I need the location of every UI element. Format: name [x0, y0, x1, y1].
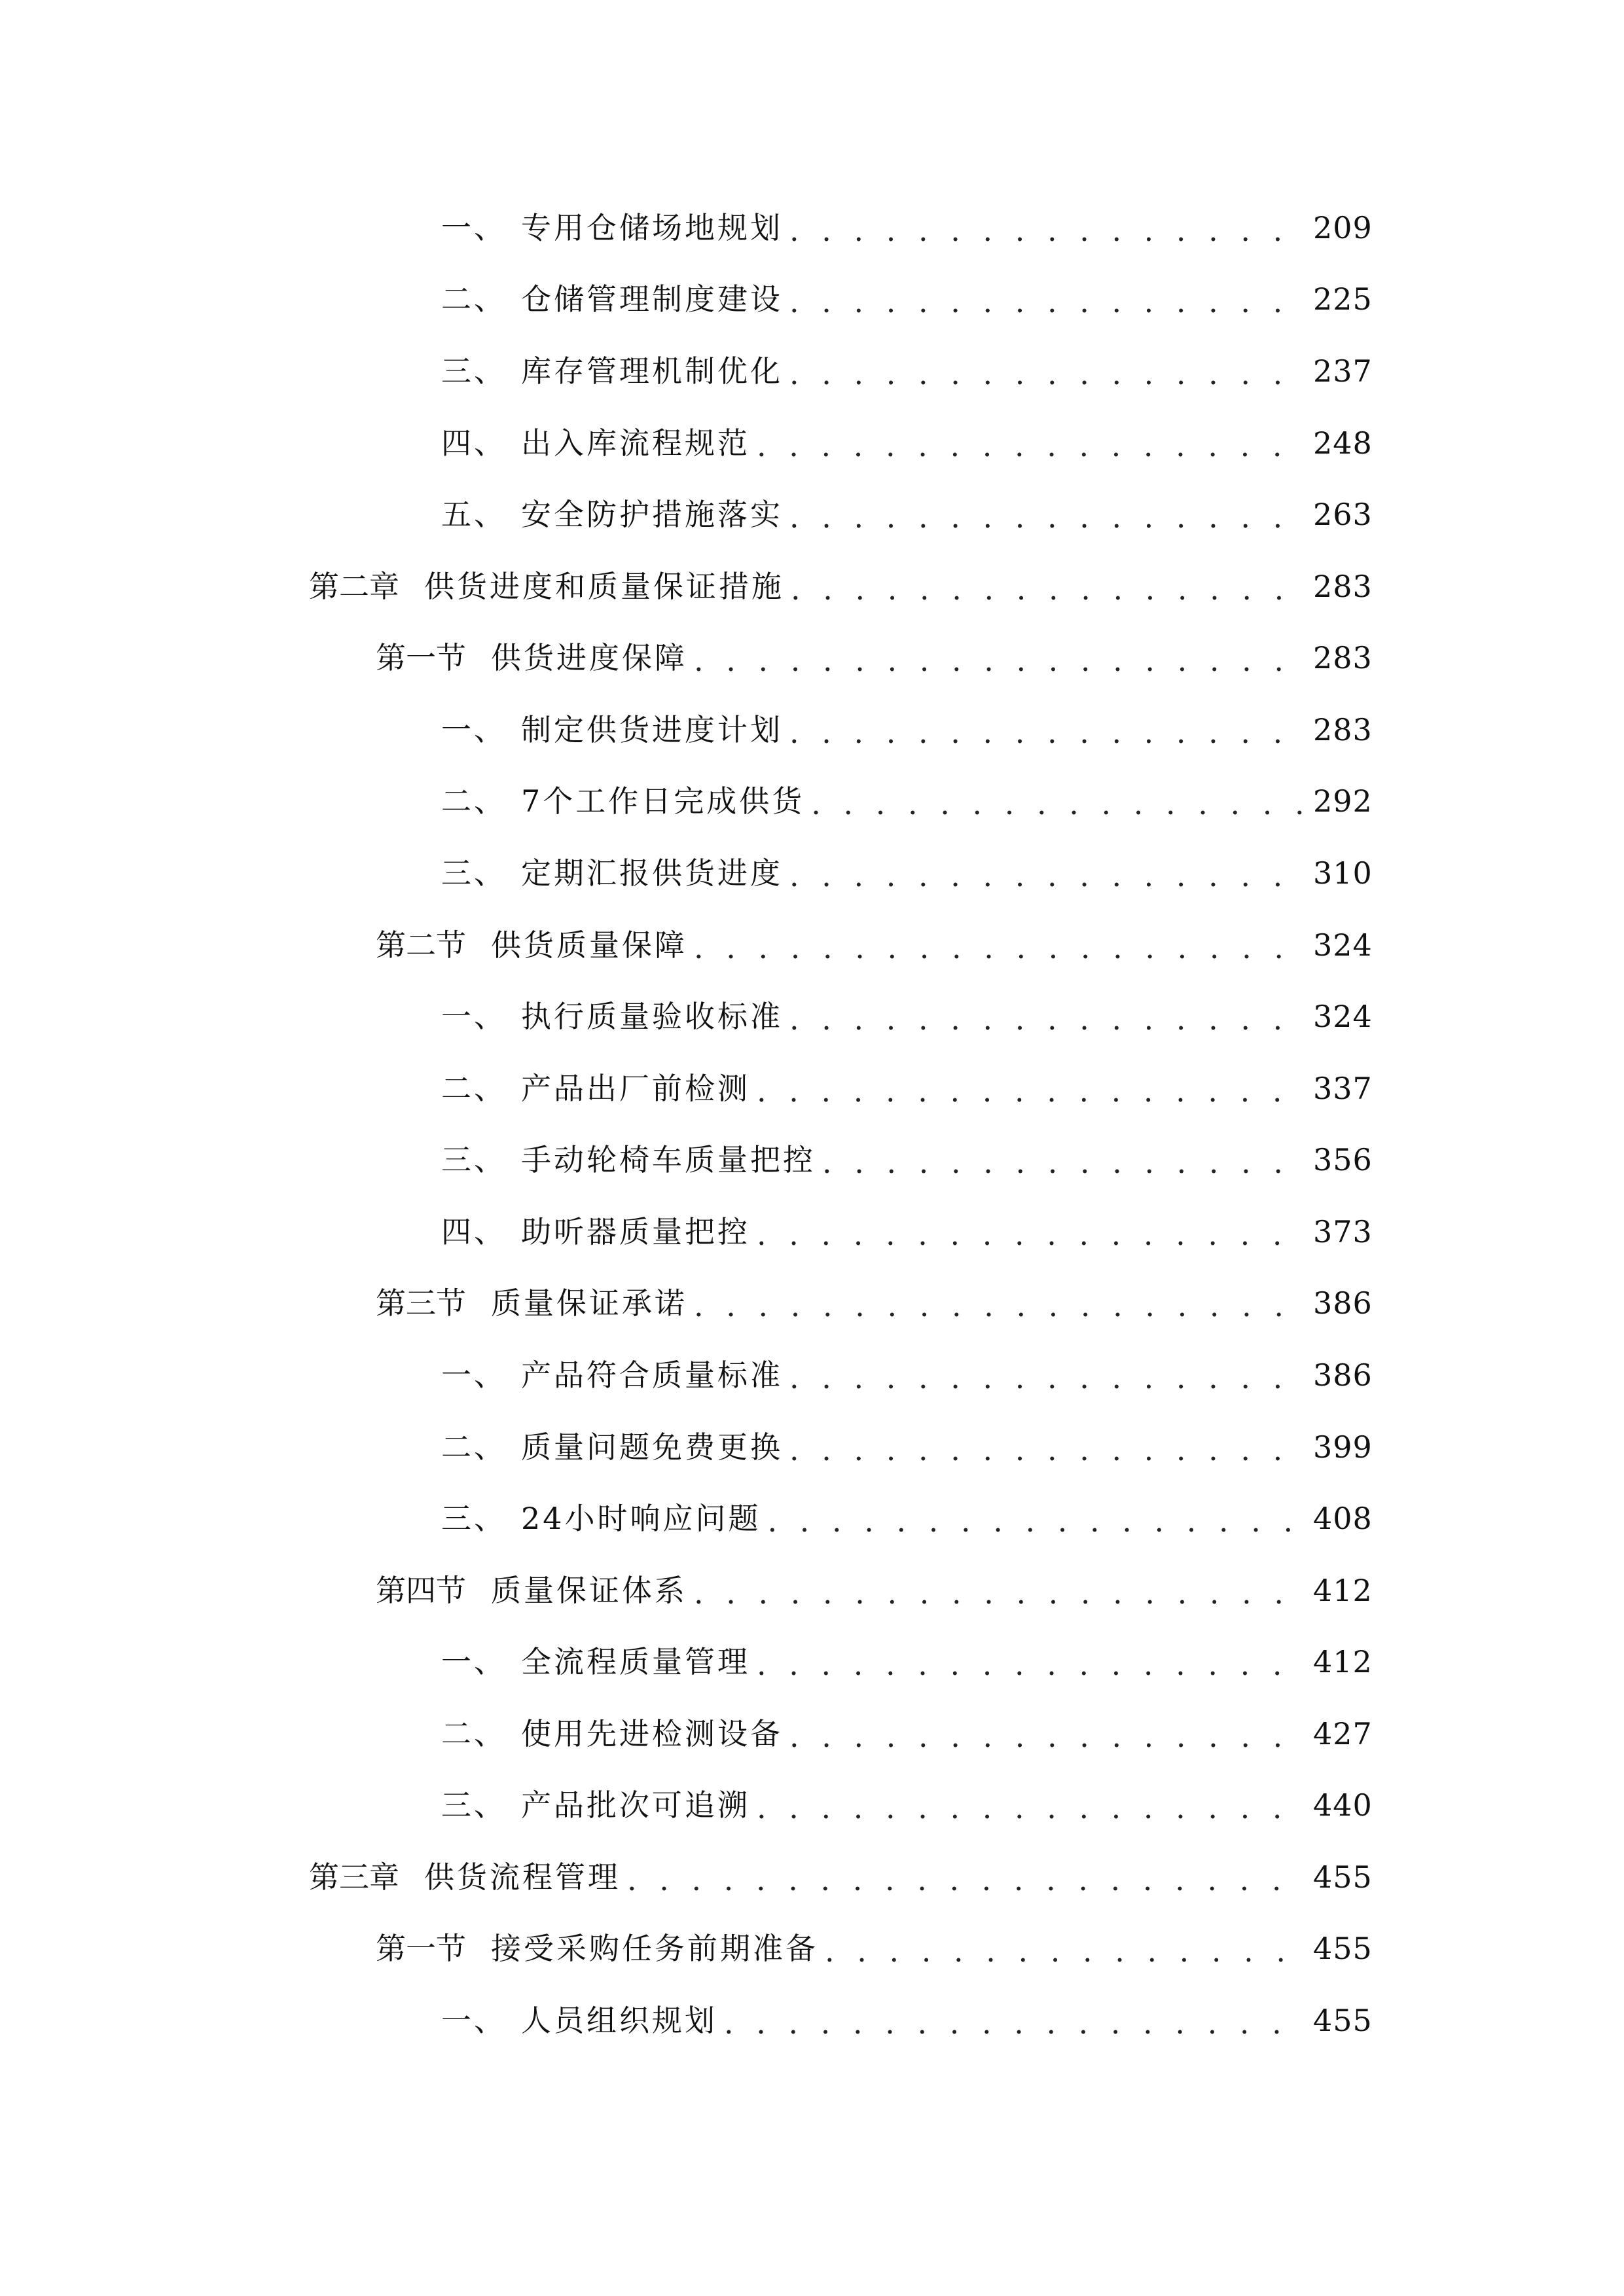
toc-leader-dots — [789, 850, 1304, 902]
toc-entry-title: 助听器质量把控 — [521, 1214, 750, 1249]
toc-entry-number: 二、 — [441, 1071, 507, 1106]
toc-entry-page: 263 — [1313, 497, 1373, 532]
toc-leader-dots — [789, 993, 1304, 1045]
toc-leader-dots — [724, 1997, 1304, 2049]
toc-entry-page: 283 — [1313, 569, 1373, 604]
toc-entry-page: 356 — [1313, 1142, 1373, 1177]
toc-entry-number: 第三章 — [309, 1859, 399, 1895]
toc-leader-dots — [822, 1136, 1304, 1189]
toc-entry-page: 427 — [1313, 1716, 1373, 1751]
toc-entry[interactable] — [441, 1349, 1373, 1401]
toc-leader-dots — [694, 634, 1304, 687]
toc-entry-page: 399 — [1313, 1429, 1373, 1465]
toc-entry-number: 四、 — [441, 1214, 507, 1249]
toc-section-entry[interactable] — [376, 919, 1373, 971]
toc-entry-page: 455 — [1313, 2003, 1373, 2038]
toc-entry-title: 全流程质量管理 — [521, 1644, 750, 1679]
toc-entry-title: 7个工作日完成供货 — [521, 783, 805, 819]
toc-entry-page: 283 — [1313, 640, 1373, 675]
toc-entry-page: 455 — [1313, 1859, 1373, 1895]
toc-leader-dots — [825, 1925, 1304, 1977]
toc-entry-number: 三、 — [441, 1501, 507, 1536]
toc-entry-title: 手动轮椅车质量把控 — [521, 1142, 816, 1177]
toc-entry-title: 24小时响应问题 — [521, 1501, 761, 1536]
toc-entry-page: 386 — [1313, 1285, 1373, 1321]
toc-entry-title: 供货流程管理 — [424, 1859, 621, 1895]
toc-entry-title: 产品符合质量标准 — [521, 1357, 783, 1393]
toc-entry-page: 248 — [1313, 425, 1373, 461]
toc-leader-dots — [768, 1495, 1304, 1547]
toc-entry-page: 209 — [1313, 210, 1373, 245]
toc-leader-dots — [789, 1352, 1304, 1404]
toc-entry-title: 质量保证承诺 — [491, 1285, 687, 1321]
toc-leader-dots — [757, 1638, 1304, 1691]
toc-entry-page: 292 — [1313, 783, 1373, 819]
toc-entry-number: 一、 — [441, 999, 507, 1034]
toc-entry[interactable] — [441, 1421, 1373, 1473]
toc-entry-page: 324 — [1313, 999, 1373, 1034]
toc-leader-dots — [789, 1424, 1304, 1476]
toc-entry-number: 一、 — [441, 210, 507, 245]
toc-entry-number: 五、 — [441, 497, 507, 532]
toc-leader-dots — [789, 276, 1304, 328]
toc-entry-number: 第三节 — [376, 1285, 466, 1321]
toc-entry-page: 386 — [1313, 1357, 1373, 1393]
toc-chapter-entry[interactable] — [309, 1851, 1373, 1903]
toc-entry-title: 产品批次可追溯 — [521, 1787, 750, 1823]
toc-entry[interactable] — [441, 704, 1373, 756]
toc-entry[interactable] — [441, 775, 1373, 827]
toc-entry-number: 一、 — [441, 1644, 507, 1679]
toc-entry-number: 第一节 — [376, 1931, 466, 1966]
toc-entry-page: 408 — [1313, 1501, 1373, 1536]
toc-entry[interactable] — [441, 1492, 1373, 1545]
toc-entry[interactable] — [441, 417, 1373, 469]
toc-entry-page: 412 — [1313, 1573, 1373, 1608]
toc-entry-page: 225 — [1313, 281, 1373, 317]
toc-leader-dots — [789, 706, 1304, 759]
toc-entry-number: 一、 — [441, 1357, 507, 1393]
toc-entry-number: 三、 — [441, 353, 507, 389]
toc-entry-number: 二、 — [441, 1429, 507, 1465]
toc-entry[interactable] — [441, 1636, 1373, 1688]
toc-leader-dots — [789, 491, 1304, 543]
toc-entry-title: 库存管理机制优化 — [521, 353, 783, 389]
toc-entry-title: 使用先进检测设备 — [521, 1716, 783, 1751]
toc-entry-number: 一、 — [441, 712, 507, 747]
toc-entry-page: 455 — [1313, 1931, 1373, 1966]
toc-entry-number: 二、 — [441, 281, 507, 317]
toc-entry-number: 第四节 — [376, 1573, 466, 1608]
toc-entry-title: 接受采购任务前期准备 — [491, 1931, 818, 1966]
toc-entry-page: 324 — [1313, 927, 1373, 963]
toc-entry-number: 三、 — [441, 855, 507, 891]
toc-entry-number: 一、 — [441, 2003, 507, 2038]
toc-entry-number: 二、 — [441, 783, 507, 819]
toc-entry-number: 三、 — [441, 1787, 507, 1823]
toc-entry[interactable] — [441, 990, 1373, 1043]
toc-entry-title: 出入库流程规范 — [521, 425, 750, 461]
toc-entry-number: 第二节 — [376, 927, 466, 963]
toc-leader-dots — [789, 204, 1304, 257]
toc-entry-title: 人员组织规划 — [521, 2003, 717, 2038]
toc-entry[interactable] — [441, 847, 1373, 899]
toc-leader-dots — [757, 1782, 1304, 1834]
toc-entry-title: 质量保证体系 — [491, 1573, 687, 1608]
toc-entry[interactable] — [441, 1206, 1373, 1258]
toc-entry-title: 质量问题免费更换 — [521, 1429, 783, 1465]
toc-entry-number: 二、 — [441, 1716, 507, 1751]
toc-leader-dots — [757, 420, 1304, 472]
toc-entry[interactable] — [441, 1134, 1373, 1186]
toc-entry-title: 执行质量验收标准 — [521, 999, 783, 1034]
toc-entry[interactable] — [441, 345, 1373, 397]
toc-section-entry[interactable] — [376, 632, 1373, 684]
toc-entry-page: 440 — [1313, 1787, 1373, 1823]
toc-entry-page: 310 — [1313, 855, 1373, 891]
toc-leader-dots — [627, 1854, 1304, 1906]
toc-entry-title: 供货进度保障 — [491, 640, 687, 675]
toc-entry-page: 412 — [1313, 1644, 1373, 1679]
toc-entry[interactable] — [441, 273, 1373, 325]
toc-section-entry[interactable] — [376, 1922, 1373, 1975]
toc-leader-dots — [789, 348, 1304, 400]
toc-entry[interactable] — [441, 202, 1373, 254]
toc-chapter-entry[interactable] — [309, 560, 1373, 613]
toc-entry-page: 237 — [1313, 353, 1373, 389]
toc-leader-dots — [694, 1567, 1304, 1619]
toc-leader-dots — [694, 922, 1304, 974]
toc-entry[interactable] — [441, 1994, 1373, 2047]
toc-entry[interactable] — [441, 488, 1373, 541]
toc-entry-title: 制定供货进度计划 — [521, 712, 783, 747]
toc-entry-number: 三、 — [441, 1142, 507, 1177]
toc-leader-dots — [791, 563, 1304, 615]
toc-leader-dots — [757, 1065, 1304, 1117]
toc-leader-dots — [757, 1208, 1304, 1261]
toc-entry-page: 373 — [1313, 1214, 1373, 1249]
toc-leader-dots — [811, 778, 1304, 830]
toc-entry-number: 第二章 — [309, 569, 399, 604]
toc-entry[interactable] — [441, 1062, 1373, 1115]
toc-leader-dots — [694, 1280, 1304, 1332]
toc-entry-title: 安全防护措施落实 — [521, 497, 783, 532]
toc-entry-title: 仓储管理制度建设 — [521, 281, 783, 317]
toc-section-entry[interactable] — [376, 1564, 1373, 1617]
toc-entry-title: 专用仓储场地规划 — [521, 210, 783, 245]
toc-entry-number: 四、 — [441, 425, 507, 461]
toc-entry-title: 供货进度和质量保证措施 — [424, 569, 784, 604]
toc-entry[interactable] — [441, 1779, 1373, 1831]
toc-entry-title: 产品出厂前检测 — [521, 1071, 750, 1106]
toc-leader-dots — [789, 1710, 1304, 1763]
toc-entry-page: 283 — [1313, 712, 1373, 747]
toc-entry[interactable] — [441, 1708, 1373, 1760]
toc-entry-title: 供货质量保障 — [491, 927, 687, 963]
toc-entry-page: 337 — [1313, 1071, 1373, 1106]
toc-entry-title: 定期汇报供货进度 — [521, 855, 783, 891]
toc-section-entry[interactable] — [376, 1277, 1373, 1329]
toc-entry-number: 第一节 — [376, 640, 466, 675]
